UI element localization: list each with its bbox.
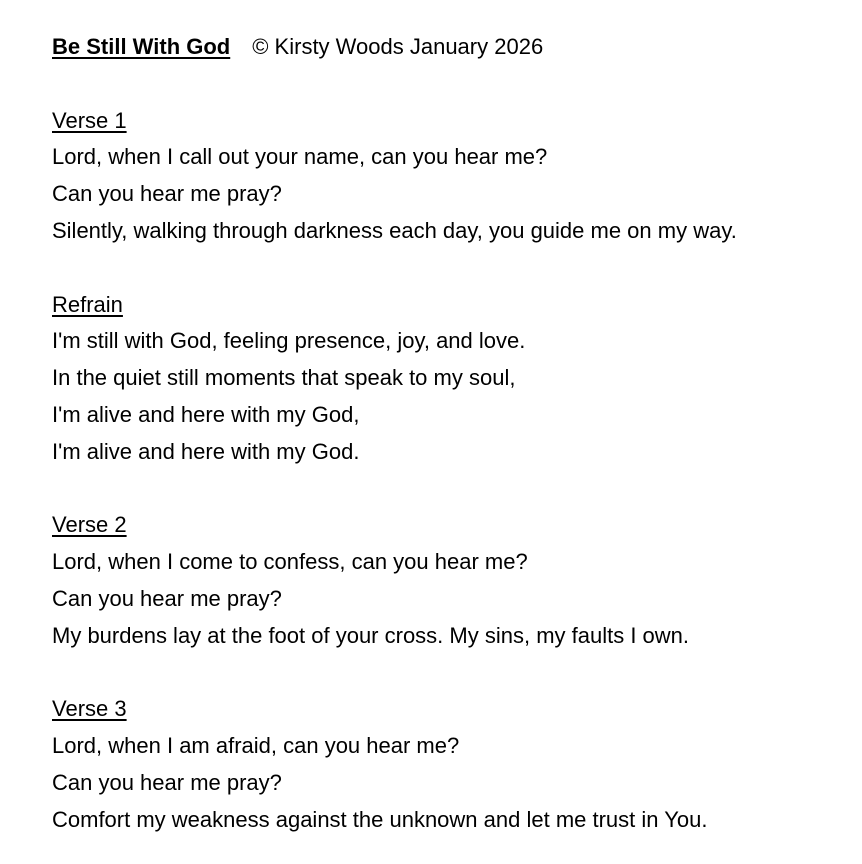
lyric-line: I'm alive and here with my God. bbox=[52, 438, 360, 464]
spacer bbox=[52, 471, 842, 508]
lyric-line: Can you hear me pray? bbox=[52, 769, 282, 795]
section-heading: Verse 3 bbox=[52, 696, 127, 722]
lyric-line: Can you hear me pray? bbox=[52, 181, 282, 207]
section-heading: Refrain bbox=[52, 291, 123, 317]
copyright-notice: © Kirsty Woods January 2026 bbox=[252, 34, 544, 59]
lyric-line: I'm alive and here with my God, bbox=[52, 401, 360, 427]
title-row bbox=[52, 29, 842, 66]
section-verse-1 bbox=[52, 103, 842, 250]
lyric-line: Lord, when I call out your name, can you hear me? bbox=[52, 144, 548, 170]
section-heading: Verse 1 bbox=[52, 107, 127, 133]
section-verse-2 bbox=[52, 507, 842, 654]
lyric-line: Lord, when I come to confess, can you hear me? bbox=[52, 549, 528, 575]
spacer bbox=[52, 655, 842, 692]
lyrics-document bbox=[52, 29, 842, 839]
spacer bbox=[52, 66, 842, 103]
song-title: Be Still With God bbox=[52, 34, 231, 59]
lyric-line: Silently, walking through darkness each day, you guide me on my way. bbox=[52, 217, 737, 243]
lyric-line: My burdens lay at the foot of your cross. My sins, my faults I own. bbox=[52, 622, 690, 648]
lyric-line: Lord, when I am afraid, can you hear me? bbox=[52, 733, 460, 759]
lyric-line: I'm still with God, feeling presence, joy, and love. bbox=[52, 328, 526, 354]
section-verse-3 bbox=[52, 691, 842, 838]
section-heading: Verse 2 bbox=[52, 512, 127, 538]
lyric-line: Can you hear me pray? bbox=[52, 585, 282, 611]
lyric-line: In the quiet still moments that speak to my soul, bbox=[52, 365, 516, 391]
spacer bbox=[52, 250, 842, 287]
section-refrain bbox=[52, 287, 842, 471]
lyric-line: Comfort my weakness against the unknown and let me trust in You. bbox=[52, 806, 708, 832]
